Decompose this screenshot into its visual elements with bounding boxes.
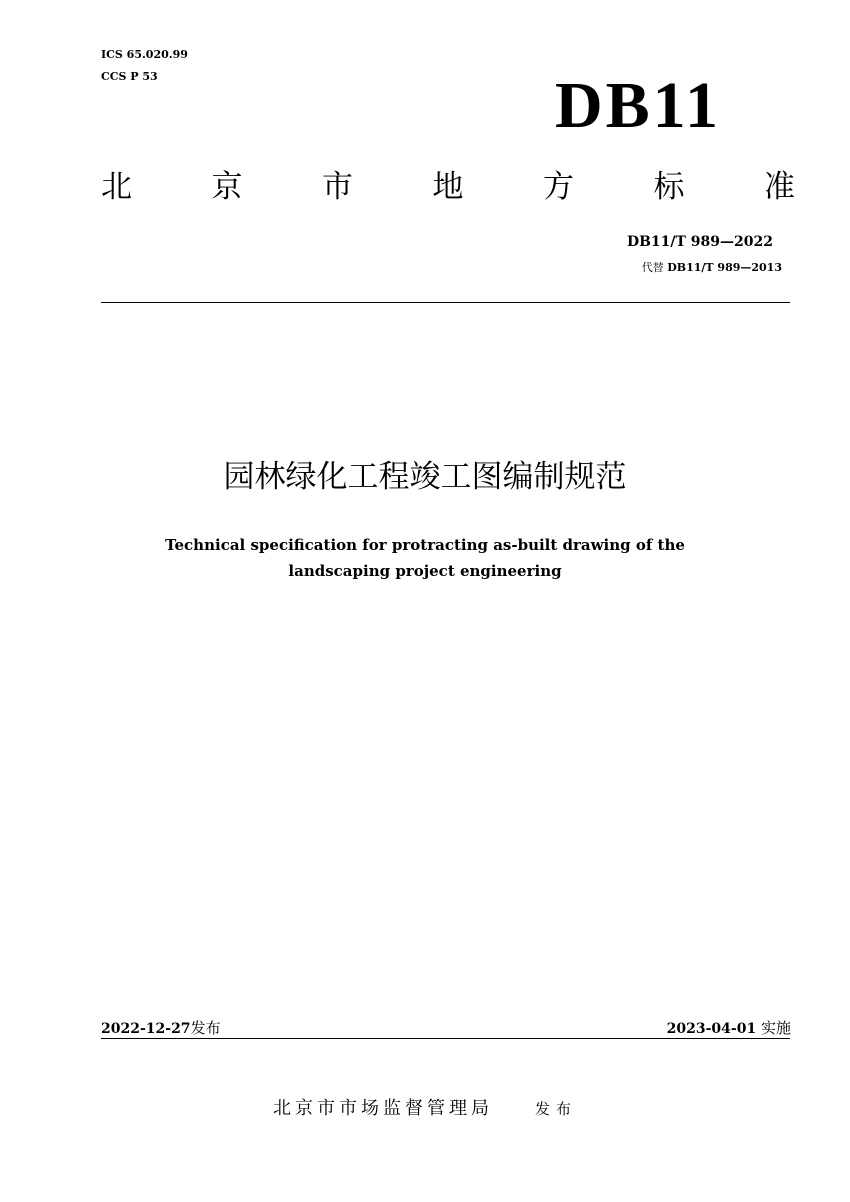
issuer-line — [0, 1095, 850, 1123]
english-title-line: landscaping project engineering — [288, 562, 562, 580]
ccs-code: CCS P 53 — [101, 70, 158, 83]
footer-divider — [101, 1038, 790, 1039]
issuer-name: 北京市市场监督管理局 — [272, 1098, 493, 1119]
implement-date: 2023-04-01 — [666, 1021, 757, 1037]
implement-date-block — [667, 1018, 791, 1039]
document-title-english — [100, 532, 750, 584]
publish-date: 2022-12-27 — [101, 1021, 191, 1037]
standard-type-char: 市 — [322, 169, 353, 205]
db-mark: DB11 — [555, 69, 722, 142]
standard-type-char: 方 — [543, 169, 574, 205]
standard-type-char: 京 — [211, 169, 243, 205]
implement-label: 实施 — [760, 1019, 791, 1037]
classification-codes — [101, 44, 188, 88]
ics-code: ICS 65.020.99 — [101, 48, 188, 61]
replaces-label: 代替 — [641, 261, 664, 274]
standard-type-char: 地 — [432, 169, 464, 205]
publish-date-block — [101, 1018, 221, 1039]
standard-type-heading — [101, 165, 795, 209]
document-title-chinese: 园林绿化工程竣工图编制规范 — [223, 459, 627, 495]
publish-label: 发布 — [190, 1019, 221, 1037]
replaces-line — [642, 259, 782, 277]
header-divider — [101, 302, 790, 303]
standard-type-char: 北 — [101, 169, 132, 205]
issuer-action: 发布 — [534, 1100, 577, 1118]
standard-type-char: 准 — [764, 169, 795, 205]
standard-number: DB11/T 989—2022 — [626, 234, 773, 250]
standard-type-char: 标 — [653, 169, 685, 205]
english-title-line: Technical specification for protracting as-built drawing of the — [165, 536, 685, 554]
replaces-code: DB11/T 989—2013 — [667, 261, 782, 274]
